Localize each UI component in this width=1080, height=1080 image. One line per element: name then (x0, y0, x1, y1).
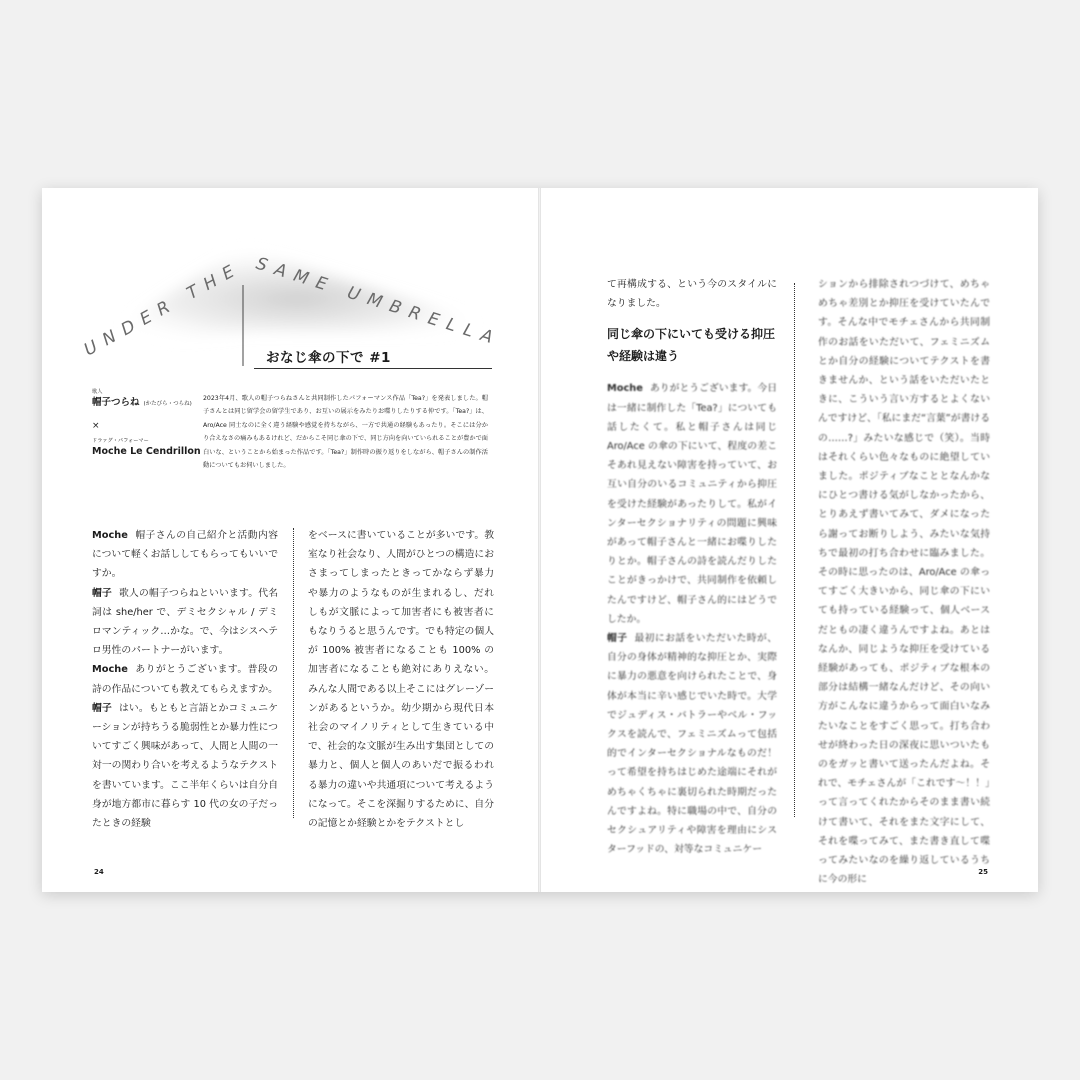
blurred-text (607, 379, 777, 859)
speaker: 帽子 (92, 702, 112, 714)
name-1: 帽子つらね (かたびら・つらね) (92, 397, 192, 408)
dialogue-line (607, 629, 777, 859)
left-page (42, 188, 539, 892)
body-text: て再構成する、という今のスタイルになりました。 (607, 279, 777, 310)
dialogue-line (92, 660, 278, 698)
left-column-2 (308, 526, 494, 833)
speaker: Moche (92, 530, 128, 541)
dialogue-line (92, 584, 278, 661)
section-heading: 同じ傘の下にいても受ける抑圧や経験は違う (607, 327, 776, 364)
utterance: 最初にお話をいただいた時が、自分の身体が精神的な抑圧とか、実際に暴力の悪意を向けられたことで、身体が本当に辛い感じでいた時で。大学でジュディス・バトラーやベル・フックスを読んで、フェミニズムって包括的でインターセクショナルなものだ！って希望を持ちはじめた途端にそれがめちゃくちゃに裏切られた時期だったんですよね。特に職場の中で、自分のセクシュアリティや障害を理由にシスターフッドの、対等なコミュニケー (607, 633, 778, 856)
left-column-1 (92, 526, 278, 833)
role-2: ドラァグ・パフォーマー (92, 438, 149, 444)
right-page (540, 188, 1038, 892)
name-1-reading: (かたびら・つらね) (143, 401, 192, 407)
magazine-spread (42, 188, 1038, 892)
page-number-left: 24 (94, 868, 104, 876)
dialogue-line (607, 379, 777, 629)
page-number-right: 25 (978, 868, 988, 876)
utterance: はい。もともと言語とかコミュニケーションが持ちうる脆弱性とか暴力性についてすごく興味があって、人間と人間の一対一の関わり合いを考えるようなテクストを書いています。ここ半年くらいは自分自身が地方都市に暮らす 10 代の女の子だったときの経験 (92, 702, 279, 830)
dialogue-line (92, 526, 278, 584)
speaker: 帽子 (607, 633, 628, 645)
name-2: Moche Le Cendrillon (92, 446, 201, 457)
intro-text: 2023年4月、歌人の帽子つらねさんと共同制作したパフォーマンス作品「Tea?」を発表しました。帽子さんとは同じ留学会の留学生であり、お互いの展示をみたりお喋りしたりする仲です。「Tea?」は、Aro/Ace 同士なのに全く違う経験や感覚を持ちながら、一方で共通の経験もあったり。そこには分かり合えなさの痛みもあるけれど、だからこそ同じ傘の下で、同じ方向を向いていられることが豊かで面白いな、ということから始まった作品です。「Tea?」制作時の振り返りをしながら、帽子さんの制作活動についてもお伺いしました。 (203, 395, 488, 470)
speaker: Moche (607, 383, 643, 395)
subtitle: おなじ傘の下で #1 (266, 350, 391, 366)
speaker: 帽子 (92, 587, 112, 599)
utterance: ありがとうございます。普段の詩の作品についても教えてもらえますか。 (92, 664, 278, 695)
column-divider (293, 528, 294, 818)
speaker: Moche (92, 664, 128, 676)
dialogue-line (92, 699, 278, 833)
utterance: ありがとうございます。今日は一緒に制作した「Tea?」についても話したくて。私と帽子さんは同じ Aro/Ace の傘の下にいて、程度の差こそあれ見えない障害を持っていて、お互い自分のいるコミュニティから抑圧を受けた経験があったりして。私がインターセクショナリティの問題に興味があって帽子さんと一緒にお喋りしたりとか。帽子さんの詩を読んだりしたことがきっかけで、共同制作を依頼したんですけど、帽子さん的にはどうでしたか。 (607, 383, 777, 625)
subtitle-underline (254, 368, 492, 369)
utterance: 歌人の帽子つらねといいます。代名詞は she/her で、デミセクシャル / デミロマンティック…かな。で、今はシスヘテロ男性のパートナーがいます。 (92, 587, 278, 657)
title-english-left: UNDER THE (80, 257, 246, 361)
body-text: ションから排除されつづけて、めちゃめちゃ差別とか抑圧を受けていたんです。そんな中でモチェさんから共同制作のお話をいただいて、フェミニズムとか自分の経験についてテクストを書きませんか、という話をいただいたときに、こういう言い方するとよくないんですけど、「私にまだ“言葉”が書けるの……?」みたいな感じで（笑）。当時はそれくらい色々なものに絶望していました。ポジティブなこととなんかなにひとつ書ける気がしなかったから、とりあえず書いてみて、ダメになったら謝ってお断りしよう、みたいな気持ちで最初の打ち合わせに臨みました。その時に思ったのは、Aro/Ace の傘ってすごく大きいから、同じ傘の下にいても持っている経験って、個人ベースだともの凄く違うんですよね。あとはなんか、同じような抑圧を受けている経験があっても、ポジティブな根本の部分は結構一緒なんだけど、その向い方がこんなに違うからって面白いなみたいなことをすごく思って。打ち合わせが終わった日の深夜に思いついたものをガッと書いて送ったんだよね。それで、モチェさんが「これです〜！！」って言ってくれたからそのまま書い続けて書いて、それをまた文字にして、それを喋ってみて、また書き直して喋ってみたいなのを繰り返しているうちに今の形に (818, 279, 990, 886)
column-divider (794, 283, 795, 817)
umbrella-mist (82, 248, 512, 350)
title-english-right: SAME UMBRELLA (253, 253, 504, 351)
right-column-1 (607, 275, 777, 859)
utterance: 帽子さんの自己紹介と活動内容について軽くお話ししてもらってもいいですか。 (92, 530, 278, 580)
right-column-2 (818, 275, 990, 890)
body-text: をベースに書いていることが多いです。教室なり社会なり、人間がひとつの構造におさまってしまったときってかならず暴力や暴力のようなものが生まれるし、だれしもが文脈によって加害者にも被害者にもなりうると思うんです。でも特定の個人が 100% 被害者になることも 100% の加害者になることも絶対にありえない。みんな人間である以上そこにはグレーゾーンがあるというか。幼少期から現代日本社会のマイノリティとして生きている中で、社会的な文脈が生み出す集団としての暴力と、個人と個人のあいだで振るわれる暴力の違いや共通項について考えるようになって。そこを深掘りするために、自分の記憶とか経験とかをテクストとし (308, 530, 494, 830)
times-sign: × (92, 421, 100, 431)
role-1: 歌人 (92, 389, 103, 395)
